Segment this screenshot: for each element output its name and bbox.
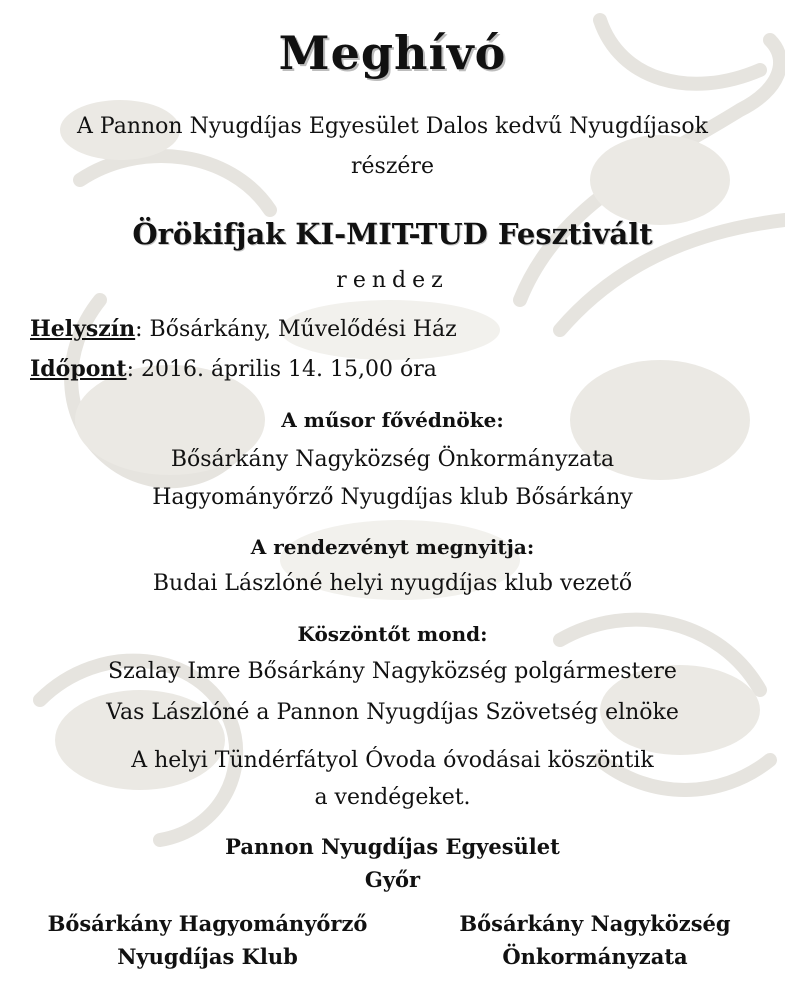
festival-title: Örökifjak KI-MIT-TUD Fesztivált xyxy=(132,217,653,251)
organizer-name: Pannon Nyugdíjas Egyesület xyxy=(225,834,560,859)
signature-right xyxy=(420,907,770,973)
greeting-heading: Köszöntőt mond: xyxy=(297,622,488,646)
opening-heading: A rendezvényt megnyitja: xyxy=(250,535,535,559)
time-value: : 2016. április 14. 15,00 óra xyxy=(126,357,437,382)
signature-left-line-1: Bősárkány Hagyományőrző xyxy=(47,911,368,936)
organizer-city: Győr xyxy=(364,867,421,892)
signature-right-line-1: Bősárkány Nagyközség xyxy=(459,911,731,936)
opening-item: Budai Lászlóné helyi nyugdíjas klub vezető xyxy=(152,571,633,596)
time-label: Időpont xyxy=(30,356,127,382)
intro-line-2: részére xyxy=(351,154,434,179)
location-label: Helyszín xyxy=(30,316,136,342)
kindergarten-line-1: A helyi Tündérfátyol Óvoda óvodásai köszöntik xyxy=(131,748,654,773)
patron-item: Hagyományőrző Nyugdíjas klub Bősárkány xyxy=(152,485,633,510)
kindergarten-line-2: a vendégeket. xyxy=(314,785,471,810)
intro-line-1: A Pannon Nyugdíjas Egyesület Dalos kedvű Nyugdíjasok xyxy=(77,114,708,139)
signature-left-line-2: Nyugdíjas Klub xyxy=(117,944,298,969)
page-title: Meghívó xyxy=(278,26,507,80)
patron-item: Bősárkány Nagyközség Önkormányzata xyxy=(170,447,615,472)
signature-left xyxy=(20,907,395,973)
time-line xyxy=(30,356,437,382)
location-line xyxy=(30,316,457,342)
organizes-text: rendez xyxy=(336,268,449,293)
greeting-item: Vas Lászlóné a Pannon Nyugdíjas Szövetség elnöke xyxy=(106,700,679,725)
patron-heading: A műsor fővédnöke: xyxy=(281,408,504,432)
signature-right-line-2: Önkormányzata xyxy=(502,944,688,969)
location-value: : Bősárkány, Művelődési Ház xyxy=(135,317,457,342)
greeting-item: Szalay Imre Bősárkány Nagyközség polgármestere xyxy=(108,659,677,684)
